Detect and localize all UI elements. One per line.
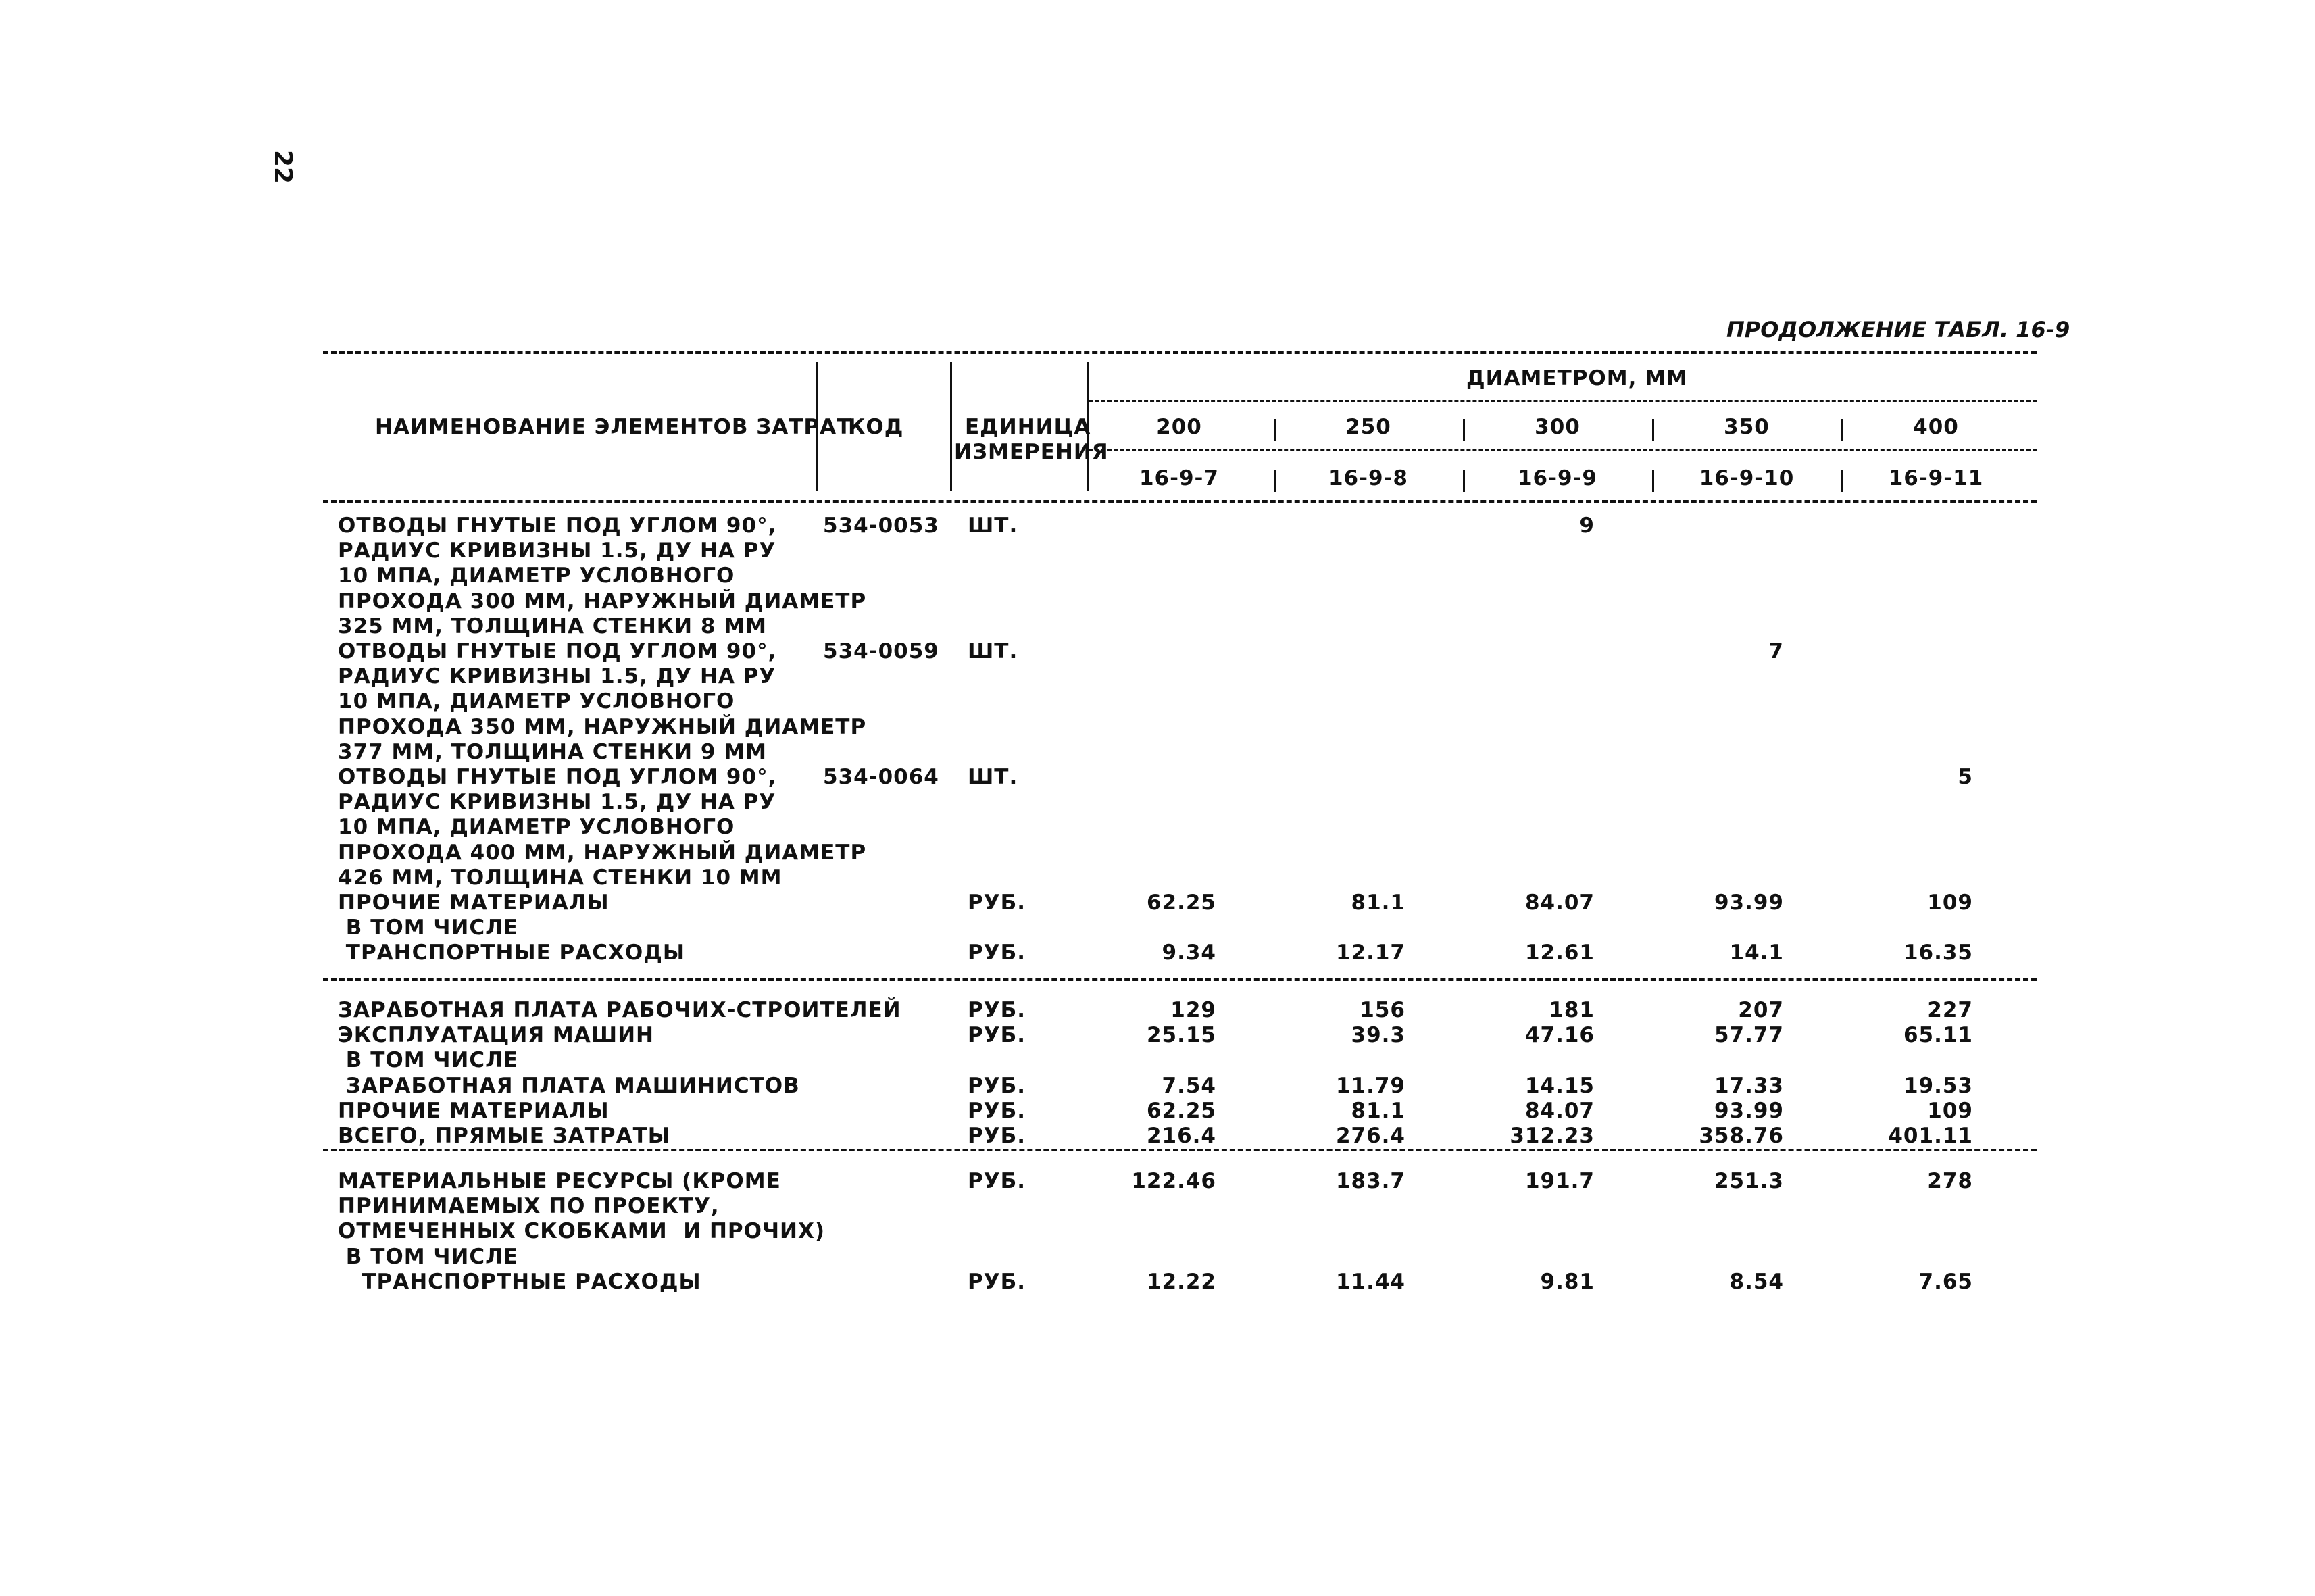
row-name: РАДИУС КРИВИЗНЫ 1.5, ДУ НА РУ: [338, 790, 776, 815]
row-unit: РУБ.: [968, 941, 1026, 966]
row-name: РАДИУС КРИВИЗНЫ 1.5, ДУ НА РУ: [338, 664, 776, 689]
row-value: 5: [1958, 765, 1973, 789]
row-value: 216.4: [1146, 1124, 1216, 1148]
row-value: 47.16: [1524, 1023, 1595, 1048]
row-value: 401.11: [1888, 1124, 1973, 1148]
row-value: 7.65: [1918, 1269, 1973, 1294]
section-rule-2: [323, 1149, 2037, 1151]
row-value: 81.1: [1351, 891, 1405, 915]
row-value: 12.22: [1146, 1269, 1216, 1294]
row-name: ВСЕГО, ПРЯМЫЕ ЗАТРАТЫ: [338, 1124, 670, 1148]
header-cell-divider: [1463, 470, 1465, 492]
row-value: 19.53: [1903, 1073, 1973, 1098]
row-value: 16.35: [1903, 941, 1973, 966]
row-value: 122.46: [1131, 1169, 1216, 1193]
header-diameter-group: ДИАМЕТРОМ, ММ: [1466, 366, 1688, 391]
row-unit: РУБ.: [968, 1269, 1026, 1294]
row-value: 129: [1170, 998, 1216, 1022]
row-name: ЗАРАБОТНАЯ ПЛАТА МАШИНИСТОВ: [338, 1073, 800, 1098]
row-name: 10 МПА, ДИАМЕТР УСЛОВНОГО: [338, 815, 735, 840]
row-unit: РУБ.: [968, 1169, 1026, 1193]
row-value: 84.07: [1524, 891, 1595, 915]
row-unit: РУБ.: [968, 1073, 1026, 1098]
page-number: 22: [269, 150, 297, 184]
row-name: В ТОМ ЧИСЛЕ: [338, 1048, 519, 1073]
row-value: 14.15: [1524, 1073, 1595, 1098]
header-diameter-3: 350: [1724, 415, 1770, 439]
row-value: 25.15: [1146, 1023, 1216, 1048]
header-code-2: 16-9-9: [1517, 466, 1597, 491]
row-value: 84.07: [1524, 1098, 1595, 1123]
row-value: 251.3: [1714, 1169, 1784, 1193]
row-unit: РУБ.: [968, 1098, 1026, 1123]
row-value: 12.61: [1524, 941, 1595, 966]
row-value: 93.99: [1714, 891, 1784, 915]
header-diameter-2: 300: [1535, 415, 1580, 439]
row-value: 276.4: [1335, 1124, 1405, 1148]
header-cell-divider: [1841, 419, 1843, 441]
row-value: 183.7: [1335, 1169, 1405, 1193]
header-code-1: 16-9-8: [1328, 466, 1408, 491]
header-cell-divider: [1463, 419, 1465, 441]
row-unit: РУБ.: [968, 891, 1026, 915]
header-unit-line1: ЕДИНИЦА: [965, 415, 1091, 439]
row-value: 227: [1927, 998, 1973, 1022]
row-name: 10 МПА, ДИАМЕТР УСЛОВНОГО: [338, 564, 735, 589]
row-value: 109: [1927, 1098, 1973, 1123]
header-cell-divider: [1274, 419, 1276, 441]
header-cell-divider: [1652, 419, 1654, 441]
header-diameter-0: 200: [1156, 415, 1202, 439]
row-value: 9: [1579, 514, 1595, 538]
row-unit: РУБ.: [968, 1124, 1026, 1148]
table-caption: ПРОДОЛЖЕНИЕ ТАБЛ. 16-9: [1726, 317, 2070, 343]
row-value: 14.1: [1729, 941, 1784, 966]
header-unit-line2: ИЗМЕРЕНИЯ: [954, 440, 1109, 464]
row-value: 62.25: [1146, 891, 1216, 915]
column-divider-code-unit: [950, 362, 952, 491]
row-code: 534-0053: [823, 514, 939, 538]
row-value: 62.25: [1146, 1098, 1216, 1123]
row-value: 358.76: [1699, 1124, 1784, 1148]
header-bottom-rule: [323, 500, 2037, 503]
row-value: 11.79: [1335, 1073, 1405, 1098]
row-value: 207: [1738, 998, 1784, 1022]
row-value: 57.77: [1714, 1023, 1784, 1048]
row-name: В ТОМ ЧИСЛЕ: [338, 1244, 519, 1269]
row-value: 278: [1927, 1169, 1973, 1193]
row-unit: ШТ.: [968, 514, 1018, 538]
row-name: РАДИУС КРИВИЗНЫ 1.5, ДУ НА РУ: [338, 539, 776, 564]
row-unit: РУБ.: [968, 998, 1026, 1022]
row-value: 39.3: [1351, 1023, 1405, 1048]
header-diameter-4: 400: [1913, 415, 1959, 439]
row-value: 156: [1360, 998, 1405, 1022]
row-value: 93.99: [1714, 1098, 1784, 1123]
header-code-0: 16-9-7: [1139, 466, 1219, 491]
row-name: 325 ММ, ТОЛЩИНА СТЕНКИ 8 ММ: [338, 614, 767, 639]
row-name: ОТВОДЫ ГНУТЫЕ ПОД УГЛОМ 90°,: [338, 765, 777, 789]
row-name: 426 ММ, ТОЛЩИНА СТЕНКИ 10 ММ: [338, 865, 782, 890]
row-name: 377 ММ, ТОЛЩИНА СТЕНКИ 9 ММ: [338, 739, 767, 764]
row-value: 312.23: [1510, 1124, 1595, 1148]
row-name: ПРОХОДА 400 ММ, НАРУЖНЫЙ ДИАМЕТР: [338, 840, 867, 865]
header-cell-divider: [1652, 470, 1654, 492]
header-code-4: 16-9-11: [1888, 466, 1984, 491]
row-unit: РУБ.: [968, 1023, 1026, 1048]
row-code: 534-0064: [823, 765, 939, 789]
row-code: 534-0059: [823, 639, 939, 664]
row-name: ЗАРАБОТНАЯ ПЛАТА РАБОЧИХ-СТРОИТЕЛЕЙ: [338, 998, 901, 1022]
row-name: В ТОМ ЧИСЛЕ: [338, 916, 519, 941]
row-value: 181: [1549, 998, 1595, 1022]
row-name: МАТЕРИАЛЬНЫЕ РЕСУРСЫ (КРОМЕ: [338, 1169, 781, 1193]
row-value: 9.34: [1162, 941, 1216, 966]
row-name: ЭКСПЛУАТАЦИЯ МАШИН: [338, 1023, 654, 1048]
header-code: КОД: [848, 415, 904, 439]
row-value: 17.33: [1714, 1073, 1784, 1098]
section-rule-1: [323, 978, 2037, 981]
row-name: ТРАНСПОРТНЫЕ РАСХОДЫ: [338, 941, 685, 966]
row-value: 8.54: [1729, 1269, 1784, 1294]
row-name: 10 МПА, ДИАМЕТР УСЛОВНОГО: [338, 689, 735, 714]
row-name: ОТМЕЧЕННЫХ СКОБКАМИ И ПРОЧИХ): [338, 1219, 826, 1244]
row-name: ПРОХОДА 350 ММ, НАРУЖНЫЙ ДИАМЕТР: [338, 714, 867, 739]
header-name: НАИМЕНОВАНИЕ ЭЛЕМЕНТОВ ЗАТРАТ: [375, 415, 852, 439]
table-top-rule: [323, 351, 2037, 354]
row-value: 81.1: [1351, 1098, 1405, 1123]
row-name: ПРОЧИЕ МАТЕРИАЛЫ: [338, 1098, 609, 1123]
row-value: 12.17: [1335, 941, 1405, 966]
row-value: 9.81: [1540, 1269, 1595, 1294]
header-middle-rule: [1089, 449, 2037, 451]
row-value: 191.7: [1524, 1169, 1595, 1193]
header-diameter-1: 250: [1345, 415, 1391, 439]
row-name: ТРАНСПОРТНЫЕ РАСХОДЫ: [338, 1269, 701, 1294]
row-value: 7: [1768, 639, 1784, 664]
row-value: 109: [1927, 891, 1973, 915]
row-name: ПРОХОДА 300 ММ, НАРУЖНЫЙ ДИАМЕТР: [338, 589, 867, 614]
row-unit: ШТ.: [968, 639, 1018, 664]
row-name: ПРОЧИЕ МАТЕРИАЛЫ: [338, 891, 609, 915]
header-cell-divider: [1841, 470, 1843, 492]
row-value: 65.11: [1903, 1023, 1973, 1048]
row-name: ОТВОДЫ ГНУТЫЕ ПОД УГЛОМ 90°,: [338, 639, 777, 664]
row-unit: ШТ.: [968, 765, 1018, 789]
row-value: 7.54: [1162, 1073, 1216, 1098]
header-group-rule: [1089, 400, 2037, 402]
row-name: ОТВОДЫ ГНУТЫЕ ПОД УГЛОМ 90°,: [338, 514, 777, 538]
row-value: 11.44: [1335, 1269, 1405, 1294]
row-name: ПРИНИМАЕМЫХ ПО ПРОЕКТУ,: [338, 1194, 720, 1219]
header-cell-divider: [1274, 470, 1276, 492]
header-code-3: 16-9-10: [1699, 466, 1795, 491]
